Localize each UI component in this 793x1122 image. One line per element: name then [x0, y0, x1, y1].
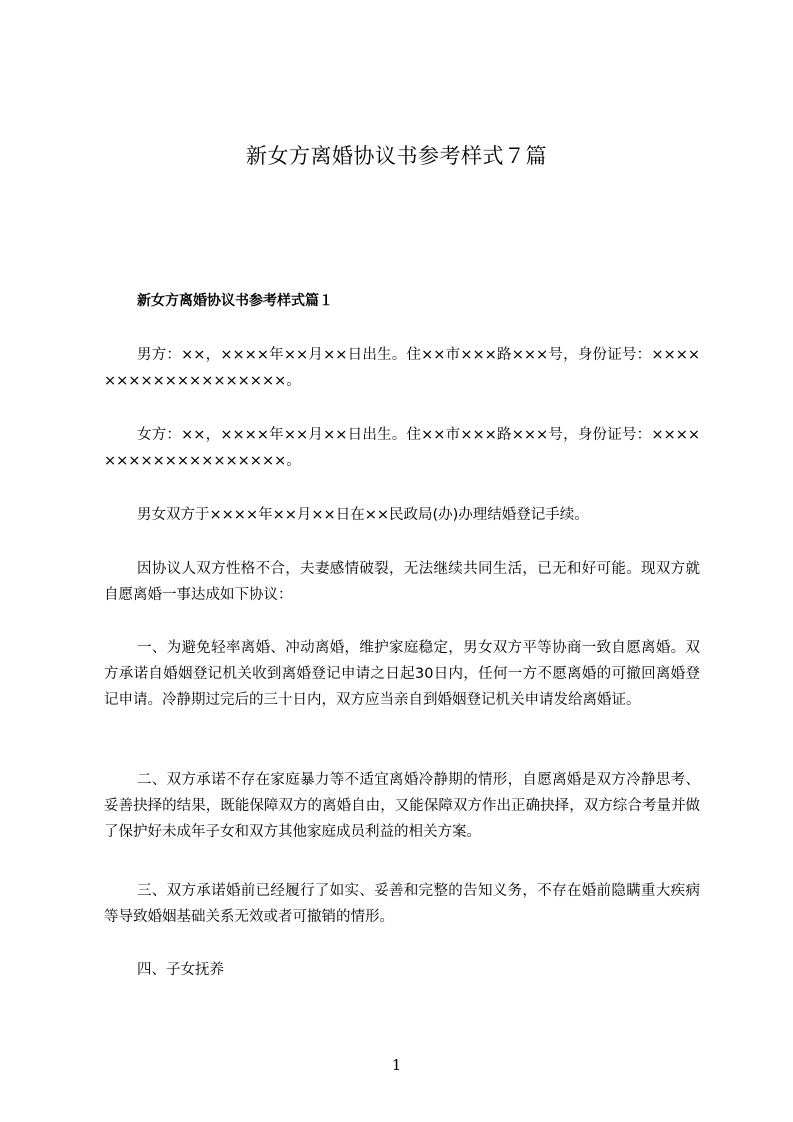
paragraph-clause-1: 一、为避免轻率离婚、冲动离婚，维护家庭稳定，男女双方平等协商一致自愿离婚。双方承诺自婚姻登记机关收到离婚登记申请之日起30日内，任何一方不愿离婚的可撤回离婚登记申请。冷静期过完后的三十日内，双方应当亲自到婚姻登记机关申请发给离婚证。 — [104, 640, 700, 708]
document-title: 新女方离婚协议书参考样式７篇 — [246, 144, 547, 168]
paragraph-woman-info: 女方：××，××××年××月××日出生。住××市×××路×××号，身份证号：×××××××××××××××××××。 — [104, 427, 700, 469]
paragraph-clause-3: 三、双方承诺婚前已经履行了如实、妥善和完整的告知义务，不存在婚前隐瞒重大疾病等导致婚姻基础关系无效或者可撤销的情形。 — [104, 883, 700, 925]
page-number: 1 — [391, 1056, 402, 1074]
paragraph-man-info: 男方：××，××××年××月××日出生。住××市×××路×××号，身份证号：×××××××××××××××××××。 — [104, 347, 700, 389]
paragraph-marriage-registration: 男女双方于××××年××月××日在××民政局(办)办理结婚登记手续。 — [137, 507, 589, 523]
paragraph-clause-4-heading: 四、子女抚养 — [137, 962, 224, 978]
paragraph-clause-2: 二、双方承诺不存在家庭暴力等不适宜离婚冷静期的情形，自愿离婚是双方冷静思考、妥善抉择的结果，既能保障双方的离婚自由，又能保障双方作出正确抉择，双方综合考量并做了保护好未成年子女和双方其他家庭成员利益的相关方案。 — [104, 772, 700, 840]
paragraph-reason: 因协议人双方性格不合，夫妻感情破裂，无法继续共同生活，已无和好可能。现双方就自愿离婚一事达成如下协议： — [104, 561, 700, 603]
section-heading: 新女方离婚协议书参考样式篇１ — [137, 293, 333, 309]
